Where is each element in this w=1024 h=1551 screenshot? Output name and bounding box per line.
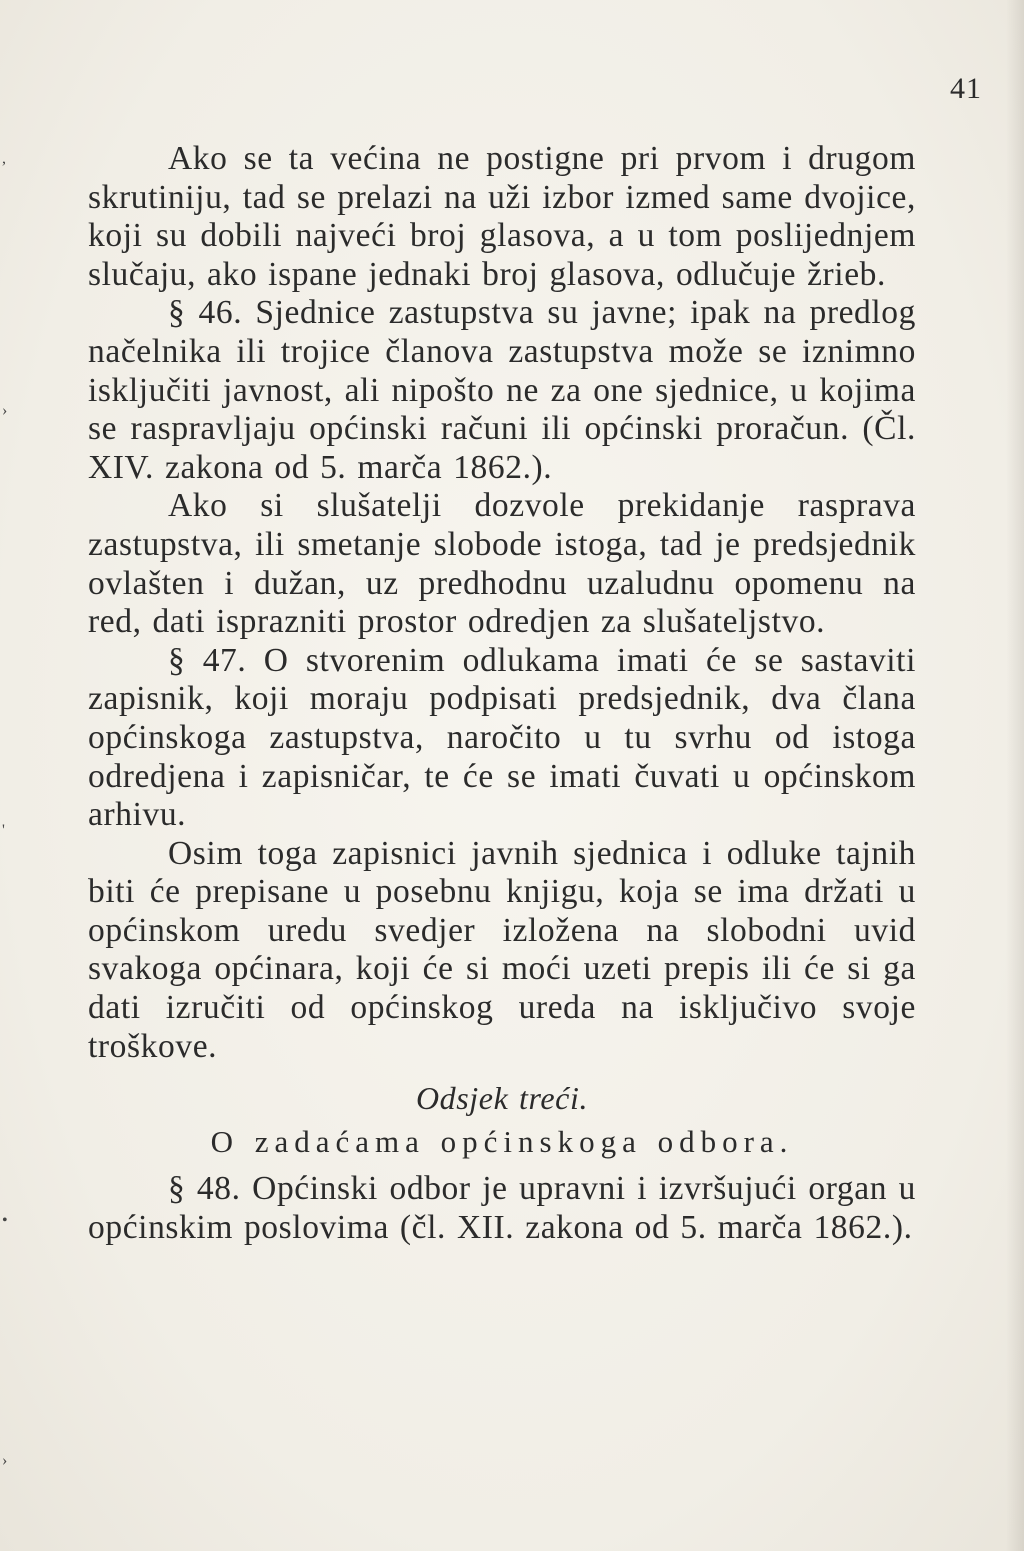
paragraph: Ako si slušatelji dozvole prekidanje rasprava zastupstva, ili smetanje slobode istoga, tad je predsjednik ovlašten i dužan, uz predhodnu uzaludnu opomenu na red, dati isprazniti prostor odredjen za slušateljstvo. <box>88 487 916 641</box>
paragraph: Osim toga zapisnici javnih sjednica i odluke tajnih biti će prepisane u posebnu knjigu, koja se ima držati u općinskom uredu svedjer izložena na slobodni uvid svakoga općinara, koji će si moći uzeti prepis ili će si ga dati izručiti od općinskog ureda na isključivo svoje troškove. <box>88 834 916 1065</box>
margin-mark: , <box>2 150 6 167</box>
paragraph-section-47: § 47. O stvorenim odlukama imati će se sastaviti zapisnik, koji moraju podpisati predsjednik, dva člana općinskoga zastupstva, naročito u tu svrhu od istoga odredjena i zapisničar, te će se imati čuvati u općinskom arhivu. <box>88 641 916 834</box>
margin-mark: › <box>2 1452 8 1469</box>
paragraph: Ako se ta većina ne postigne pri prvom i drugom skrutiniju, tad se prelazi na uži izbor izmed same dvojice, koji su dobili najveći broj glasova, a u tom poslijednjem slučaju, ako ispane jednaki broj glasova, odlučuje žrieb. <box>88 140 916 293</box>
paragraph-section-46: § 46. Sjednice zastupstva su javne; ipak na predlog načelnika ili trojice članova zastupstva može se iznimno isključiti javnost, ali nipošto ne za one sjednice, u kojima se raspravljaju općinski računi ili općinski proračun. (Čl. XIV. zakona od 5. marča 1862.). <box>88 294 916 486</box>
body-text <box>88 140 916 1247</box>
section-title: O zadaćama općinskoga odbora. <box>210 1124 794 1160</box>
page-number: 41 <box>950 72 982 105</box>
page-edge-shadow <box>1006 0 1024 1551</box>
paragraph-section-48: § 48. Općinski odbor je upravni i izvršujući organ u općinskim poslovima (čl. XII. zakona od 5. marča 1862.). <box>88 1170 916 1246</box>
margin-mark: • <box>2 1212 8 1229</box>
margin-mark: › <box>2 402 8 419</box>
section-heading: Odsjek treći. <box>415 1080 589 1117</box>
margin-mark: ' <box>2 822 5 839</box>
